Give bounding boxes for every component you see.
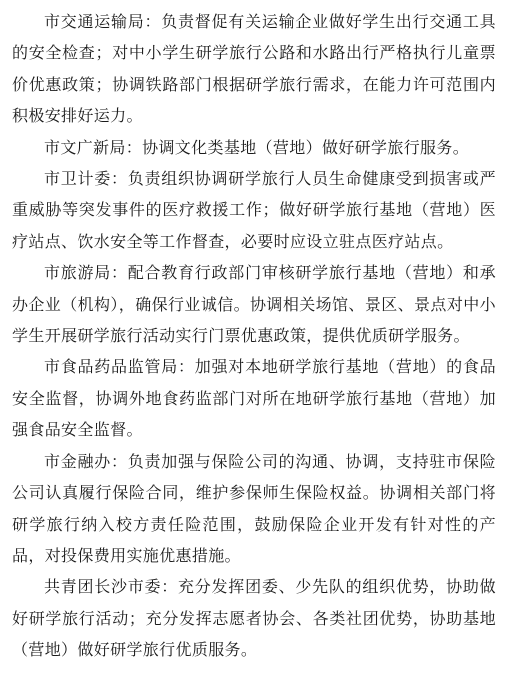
- paragraph-health-commission: 市卫计委：负责组织协调研学旅行人员生命健康受到损害或严重威胁等突发事件的医疗救援工作；做好研学旅行基地（营地）医疗站点、饮水安全等工作督查，必要时应设立驻点医疗站点。: [12, 169, 496, 251]
- paragraph-food-drug-bureau: 市食品药品监管局：加强对本地研学旅行基地（营地）的食品安全监督，协调外地食药监部门对所在地研学旅行基地（营地）加强食品安全监督。: [12, 357, 496, 440]
- paragraph-culture-bureau: 市文广新局：协调文化类基地（营地）做好研学旅行服务。: [44, 137, 470, 157]
- paragraph-transport-bureau: 市交通运输局：负责督促有关运输企业做好学生出行交通工具的安全检查；对中小学生研学旅行公路和水路出行严格执行儿童票价优惠政策；协调铁路部门根据研学旅行需求，在能力许可范围内积极安排好运力。: [12, 12, 496, 126]
- paragraph-finance-office: 市金融办：负责加强与保险公司的沟通、协调，支持驻市保险公司认真履行保险合同，维护参保师生保险权益。协调相关部门将研学旅行纳入校方责任险范围，鼓励保险企业开发有针对性的产品，对投保费用实施优惠措施。: [12, 451, 496, 565]
- paragraph-tourism-bureau: 市旅游局：配合教育行政部门审核研学旅行基地（营地）和承办企业（机构），确保行业诚信。协调相关场馆、景区、景点对中小学生开展研学旅行活动实行门票优惠政策，提供优质研学服务。: [12, 263, 496, 346]
- paragraph-youth-league: 共青团长沙市委：充分发挥团委、少先队的组织优势，协助做好研学旅行活动；充分发挥志愿者协会、各类社团优势，协助基地（营地）做好研学旅行优质服务。: [12, 577, 496, 660]
